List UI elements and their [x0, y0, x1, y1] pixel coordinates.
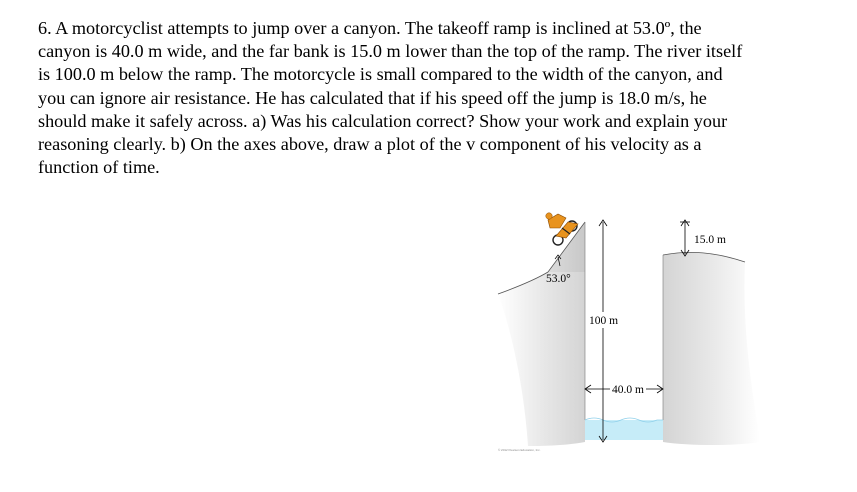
river: [585, 420, 663, 440]
right-cliff: [663, 252, 760, 445]
height-label: 100 m: [589, 315, 619, 327]
drop-label: 15.0 m: [694, 234, 726, 246]
angle-label: 53.0°: [546, 273, 571, 285]
left-cliff: [498, 272, 585, 446]
copyright-text: © 2012 Pearson Education, Inc.: [498, 448, 541, 452]
problem-text: 6. A motorcyclist attempts to jump over a canyon. The takeoff ramp is inclined at 53.0º, the canyon is 40.0 m wide, and the far bank is 15.0 m lower than the top of the ramp. The river itself is 100.0 m below the ramp. The motorcycle is small compared to the width of the canyon, and you can ignore air resistance. He has calculated that if his speed off the jump is 18.0 m/s, he should make it safely across. a) Was his calculation correct? Show your work and explain your reasoning clearly. b) On the axes above, draw a plot of the v component of his velocity as a function of time.: [38, 18, 743, 178]
width-label: 40.0 m: [612, 384, 644, 396]
